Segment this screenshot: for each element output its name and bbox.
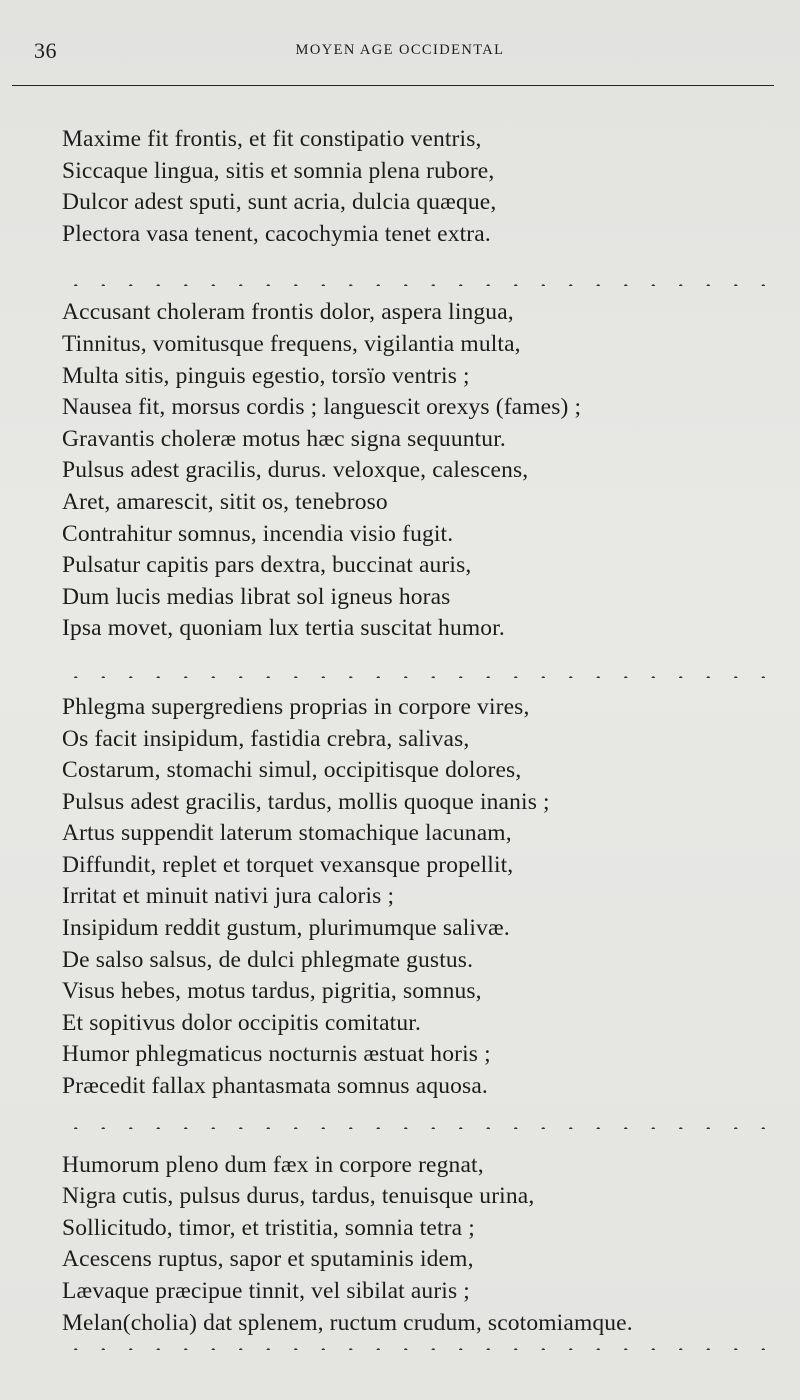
- verse-line: Tinnitus, vomitusque frequens, vigilantia multa,: [62, 330, 521, 357]
- verse-line: Diffundit, replet et torquet vexansque propellit,: [62, 851, 514, 878]
- running-title: MOYEN AGE OCCIDENTAL: [295, 42, 505, 58]
- verse-line: Melan(cholia) dat splenem, ructum crudum, scotomiamque.: [62, 1309, 633, 1336]
- ellipsis-separator: [62, 1127, 778, 1129]
- verse-line: Irritat et minuit nativi jura caloris ;: [62, 883, 395, 910]
- poem-body: [62, 124, 792, 1339]
- verse-line: De salso salsus, de dulci phlegmate gustus.: [62, 946, 474, 973]
- verse-line: Multa sitis, pinguis egestio, torsïo ventris ;: [62, 362, 470, 389]
- verse-line: Maxime fit frontis, et fit constipatio ventris,: [62, 126, 482, 152]
- verse-line: Os facit insipidum, fastidia crebra, salivas,: [62, 725, 470, 752]
- stanza: [62, 124, 792, 250]
- verse-line: Ipsa movet, quoniam lux tertia suscitat humor.: [62, 615, 505, 642]
- verse-line: Artus suppendit laterum stomachique lacunam,: [62, 820, 512, 847]
- ellipsis-separator: [62, 676, 778, 678]
- verse-line: Phlegma supergrediens proprias in corpore vires,: [62, 693, 530, 720]
- verse-line: Plectora vasa tenent, cacochymia tenet extra.: [62, 220, 491, 247]
- verse-line: Aret, amarescit, sitit os, tenebroso: [62, 488, 388, 515]
- stanza-gap: [62, 645, 792, 692]
- verse-line: Pulsus adest gracilis, tardus, mollis quoque inanis ;: [62, 788, 550, 815]
- stanza: [62, 692, 792, 1103]
- stanza: [62, 1150, 792, 1340]
- verse-line: Pulsus adest gracilis, durus. veloxque, calescens,: [62, 457, 529, 484]
- verse-line: Acescens ruptus, sapor et sputaminis idem,: [62, 1246, 474, 1273]
- verse-line: Nausea fit, morsus cordis ; languescit orexys (fames) ;: [62, 394, 582, 421]
- verse-line: Humor phlegmaticus nocturnis æstuat horis ;: [62, 1041, 491, 1068]
- verse-line: Nigra cutis, pulsus durus, tardus, tenuisque urina,: [62, 1183, 535, 1210]
- verse-line: Accusant choleram frontis dolor, aspera lingua,: [62, 299, 514, 326]
- verse-line: Gravantis choleræ motus hæc signa sequuntur.: [62, 425, 506, 452]
- verse-line: Præcedit fallax phantasmata somnus aquosa.: [62, 1073, 488, 1100]
- verse-line: Insipidum reddit gustum, plurimumque salivæ.: [62, 915, 510, 942]
- header-rule: [12, 85, 774, 86]
- verse-line: Humorum pleno dum fæx in corpore regnat,: [62, 1151, 484, 1178]
- verse-line: Sollicitudo, timor, et tristitia, somnia tetra ;: [62, 1214, 475, 1241]
- verse-line: Et sopitivus dolor occipitis comitatur.: [62, 1009, 421, 1036]
- stanza: [62, 297, 792, 645]
- verse-line: Dulcor adest sputi, sunt acria, dulcia quæque,: [62, 189, 497, 216]
- verse-line: Visus hebes, motus tardus, pigritia, somnus,: [62, 978, 482, 1005]
- ellipsis-separator: [62, 284, 778, 286]
- verse-line: Siccaque lingua, sitis et somnia plena rubore,: [62, 157, 495, 184]
- verse-line: Dum lucis medias librat sol igneus horas: [62, 583, 451, 610]
- verse-line: Lævaque præcipue tinnit, vel sibilat auris ;: [62, 1278, 470, 1304]
- page-number: 36: [34, 38, 57, 63]
- verse-line: Costarum, stomachi simul, occipitisque dolores,: [62, 757, 522, 784]
- verse-line: Pulsatur capitis pars dextra, buccinat auris,: [62, 552, 472, 579]
- verse-line: Contrahitur somnus, incendia visio fugit.: [62, 520, 454, 547]
- stanza-gap: [62, 250, 792, 297]
- ellipsis-separator: [62, 1348, 778, 1350]
